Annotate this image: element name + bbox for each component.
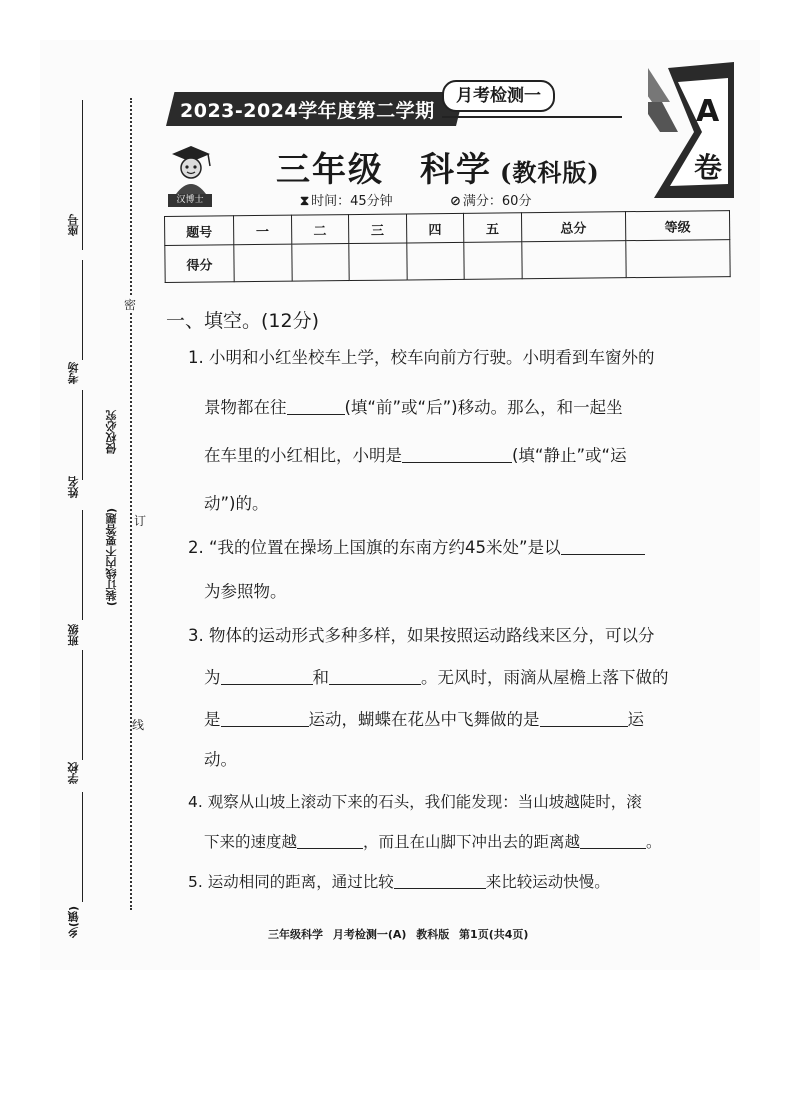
mascot-label: 汉博士	[168, 194, 212, 207]
q1-text-c: 在车里的小红相比，小明是	[204, 446, 402, 465]
score-header-cell: 三	[349, 214, 407, 244]
q1-blank-2[interactable]	[402, 446, 512, 464]
q3-text-d: 是	[204, 710, 221, 729]
doctor-mascot-icon	[166, 144, 216, 196]
name-blank	[82, 390, 83, 480]
q3-text-a: 为	[204, 668, 221, 687]
score-cell-5[interactable]	[464, 242, 522, 280]
score-table	[164, 210, 731, 283]
township-blank	[82, 792, 83, 902]
q5-blank[interactable]	[394, 873, 486, 890]
q4-text-a: 下来的速度越	[204, 833, 298, 851]
q4-blank-2[interactable]	[580, 833, 646, 850]
q2-text: 2. “我的位置在操场上国旗的东南方约45米处”是以	[188, 538, 561, 557]
q4-line-2	[204, 830, 662, 852]
class-blank	[82, 510, 83, 620]
q1-line-1: 1. 小明和小红坐校车上学，校车向前方行驶。小明看到车窗外的	[188, 348, 655, 367]
q3-blank-1[interactable]	[221, 668, 313, 686]
q1-text-b: (填“前”或“后”)移动。那么，和一起坐	[344, 398, 623, 417]
q1-text-d: (填“静止”或“运	[512, 446, 627, 465]
volume-badge	[648, 62, 734, 198]
edition-text: (教科版)	[500, 158, 600, 187]
q4-text-b: ，而且在山脚下冲出去的距离越	[363, 833, 581, 851]
seat-label: 座号	[67, 214, 80, 236]
q3-line-1: 3. 物体的运动形式多种多样，如果按照运动路线来区分，可以分	[188, 626, 655, 645]
q3-line-2	[204, 664, 669, 688]
line-mark: 线	[132, 718, 145, 732]
q2-blank[interactable]	[561, 538, 645, 556]
seat-blank	[82, 100, 83, 250]
q2-line-2: 为参照物。	[204, 582, 287, 601]
q3-text-b: 和	[312, 668, 329, 687]
subject-text: 科学	[420, 150, 492, 190]
q5-line-1	[188, 870, 610, 892]
score-cell-2[interactable]	[291, 244, 349, 282]
score-header-cell: 题号	[165, 216, 234, 246]
section-1-title: 一、填空。(12分)	[166, 310, 320, 332]
binding-dotted-line	[130, 98, 132, 910]
score-info	[450, 190, 531, 209]
score-header-cell: 等级	[625, 211, 730, 241]
q4-blank-1[interactable]	[297, 833, 363, 850]
q1-line-2	[204, 394, 623, 418]
copyright-note: 侵权必究	[105, 410, 118, 454]
school-label: 学校	[67, 762, 80, 784]
q4-line-1: 4. 观察从山坡上滚动下来的石头，我们能发现：当山坡越陡时，滚	[188, 793, 642, 811]
score-table-score-row	[165, 240, 730, 283]
q5-text-a: 5. 运动相同的距离，通过比较	[188, 873, 394, 891]
q3-line-4: 动。	[204, 750, 237, 769]
score-header-cell: 总分	[521, 212, 626, 242]
mascot-logo	[166, 144, 216, 208]
banner-underline	[442, 116, 622, 118]
q1-line-4: 动”)的。	[204, 494, 269, 513]
volume-letter: A	[696, 94, 720, 129]
bind-mark: 订	[134, 514, 147, 528]
q1-line-3	[204, 442, 627, 466]
check-circle-icon: ⊘	[450, 194, 461, 209]
score-header-cell: 五	[464, 213, 522, 243]
school-blank	[82, 650, 83, 760]
score-cell-4[interactable]	[406, 242, 464, 280]
score-header-cell: 二	[291, 215, 349, 245]
q3-text-c: 。无风时，雨滴从屋檐上落下做的	[421, 668, 669, 687]
score-cell-1[interactable]	[234, 244, 292, 282]
q2-line-1	[188, 534, 645, 558]
term-banner	[166, 86, 626, 126]
q1-blank-1[interactable]	[287, 398, 345, 416]
time-info	[300, 190, 393, 209]
q3-text-e: 运动，蝴蝶在花丛中飞舞做的是	[308, 710, 540, 729]
score-header-cell: 一	[234, 215, 292, 245]
no-answer-note: (装订线内不要答题)	[105, 508, 118, 607]
volume-word: 卷	[694, 151, 723, 184]
score-cell-total[interactable]	[521, 241, 626, 279]
class-label: 班级	[67, 624, 80, 646]
seal-mark: 密	[124, 298, 137, 312]
name-label: 姓名	[67, 476, 80, 498]
q3-blank-2[interactable]	[329, 668, 421, 686]
q3-line-3	[204, 706, 644, 730]
exam-name-tag: 月考检测一	[442, 80, 555, 112]
q3-blank-3[interactable]	[221, 710, 309, 728]
q3-blank-4[interactable]	[540, 710, 628, 728]
exam-room-blank	[82, 260, 83, 360]
grade-text: 三年级	[276, 150, 384, 190]
hourglass-icon: ⧗	[300, 194, 310, 209]
score-header-cell: 四	[406, 213, 464, 243]
q3-text-f: 运	[627, 710, 644, 729]
exam-room-label: 考场	[67, 362, 80, 384]
q4-text-c: 。	[646, 833, 662, 851]
full-score-label: 满分：60分	[462, 194, 532, 209]
page-footer: 三年级科学 月考检测一(A) 教科版 第1页(共4页)	[268, 928, 529, 941]
score-cell-grade[interactable]	[626, 240, 731, 278]
q1-text-a: 景物都在往	[204, 398, 287, 417]
term-title: 2023-2024学年度第二学期	[180, 100, 435, 122]
time-label: 时间：45分钟	[311, 194, 393, 209]
township-label: 乡(镇)	[67, 906, 80, 939]
score-row-label: 得分	[165, 245, 234, 283]
q5-text-b: 来比较运动快慢。	[485, 873, 610, 891]
score-cell-3[interactable]	[349, 243, 407, 281]
subject-title	[276, 142, 600, 191]
